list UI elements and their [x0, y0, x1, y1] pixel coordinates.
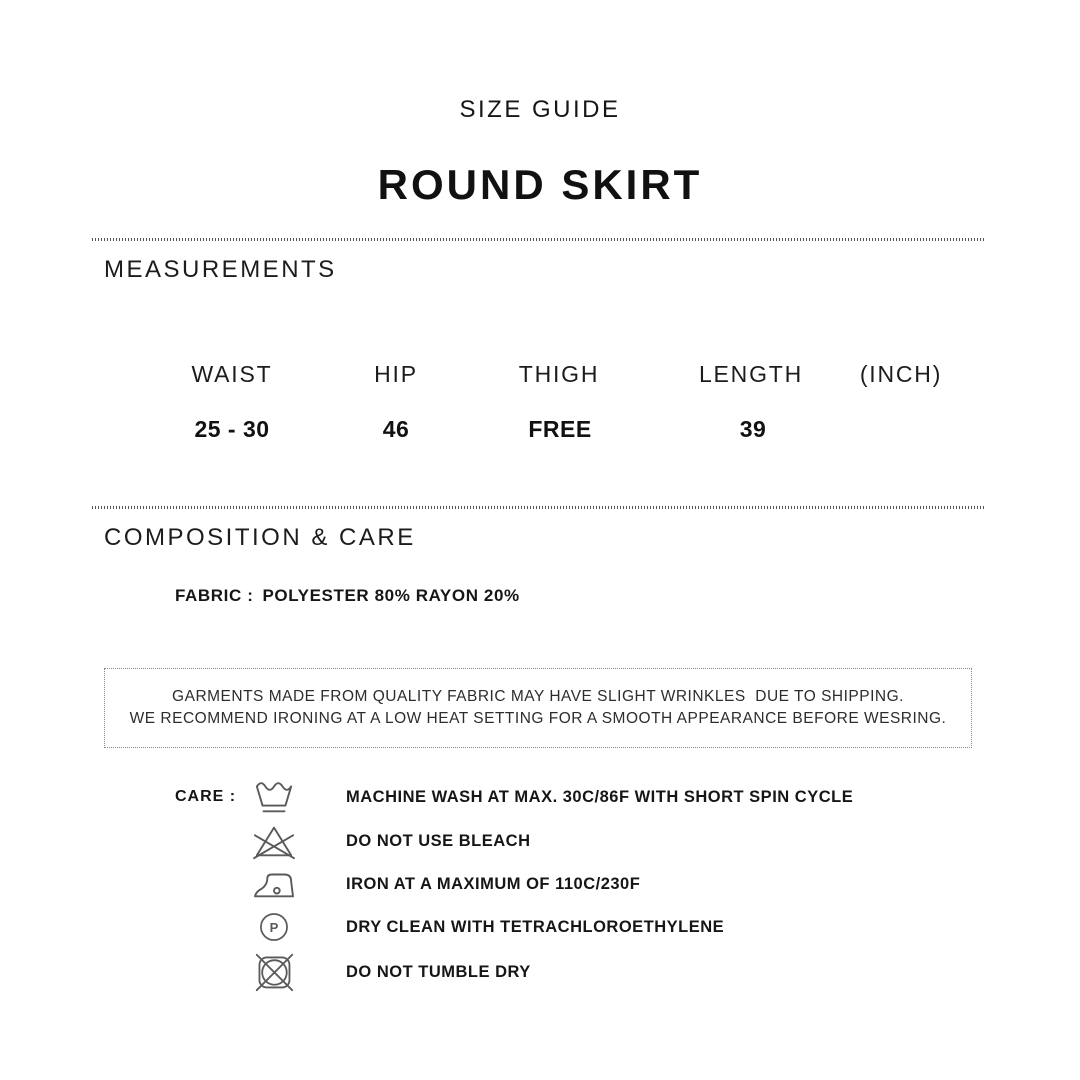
care-row-do-not-bleach — [248, 819, 531, 863]
value-length: 39 — [739, 416, 767, 442]
value-hip: 46 — [382, 416, 410, 442]
care-row-iron — [248, 862, 640, 906]
composition-care-heading: COMPOSITION & CARE — [104, 524, 416, 551]
machine-wash-mild-icon — [248, 777, 300, 817]
shipping-notice-box — [104, 668, 972, 748]
care-row-dry-clean — [248, 905, 724, 949]
dry-clean-letter: P — [269, 919, 279, 935]
care-instruction: MACHINE WASH AT MAX. 30C/86F WITH SHORT SPIN CYCLE — [346, 787, 854, 806]
fabric-label: FABRIC : — [175, 586, 254, 605]
notice-line-1: GARMENTS MADE FROM QUALITY FABRIC MAY HAVE SLIGHT WRINKLES DUE TO SHIPPING. — [172, 688, 904, 705]
value-waist: 25 - 30 — [194, 416, 270, 442]
size-guide-label: SIZE GUIDE — [459, 96, 621, 123]
fabric-line — [175, 586, 520, 606]
care-instruction: DRY CLEAN WITH TETRACHLOROETHYLENE — [346, 917, 725, 936]
notice-line-2: WE RECOMMEND IRONING AT A LOW HEAT SETTING FOR A SMOOTH APPEARANCE BEFORE WESRING. — [129, 710, 947, 727]
care-instruction: DO NOT TUMBLE DRY — [346, 962, 531, 981]
column-header-hip: HIP — [374, 361, 418, 387]
unit-label: (INCH) — [859, 361, 943, 387]
divider-middle — [92, 506, 986, 509]
value-thigh: FREE — [528, 416, 592, 442]
iron-low-heat-icon — [248, 865, 300, 903]
dry-clean-p-icon — [248, 908, 300, 946]
care-row-do-not-tumble-dry — [248, 950, 531, 994]
column-header-length: LENGTH — [698, 361, 804, 387]
divider-top — [92, 238, 986, 241]
care-instruction: IRON AT A MAXIMUM OF 110C/230F — [346, 874, 641, 893]
care-label: CARE : — [175, 788, 237, 805]
column-header-thigh: THIGH — [518, 361, 600, 387]
care-instruction: DO NOT USE BLEACH — [346, 831, 531, 850]
do-not-tumble-dry-icon — [248, 952, 300, 992]
column-header-waist: WAIST — [191, 361, 273, 387]
fabric-value: POLYESTER 80% RAYON 20% — [262, 586, 520, 605]
product-title: ROUND SKIRT — [377, 161, 703, 208]
measurements-heading: MEASUREMENTS — [104, 256, 337, 283]
do-not-bleach-icon — [248, 821, 300, 861]
care-row-machine-wash — [248, 775, 853, 819]
